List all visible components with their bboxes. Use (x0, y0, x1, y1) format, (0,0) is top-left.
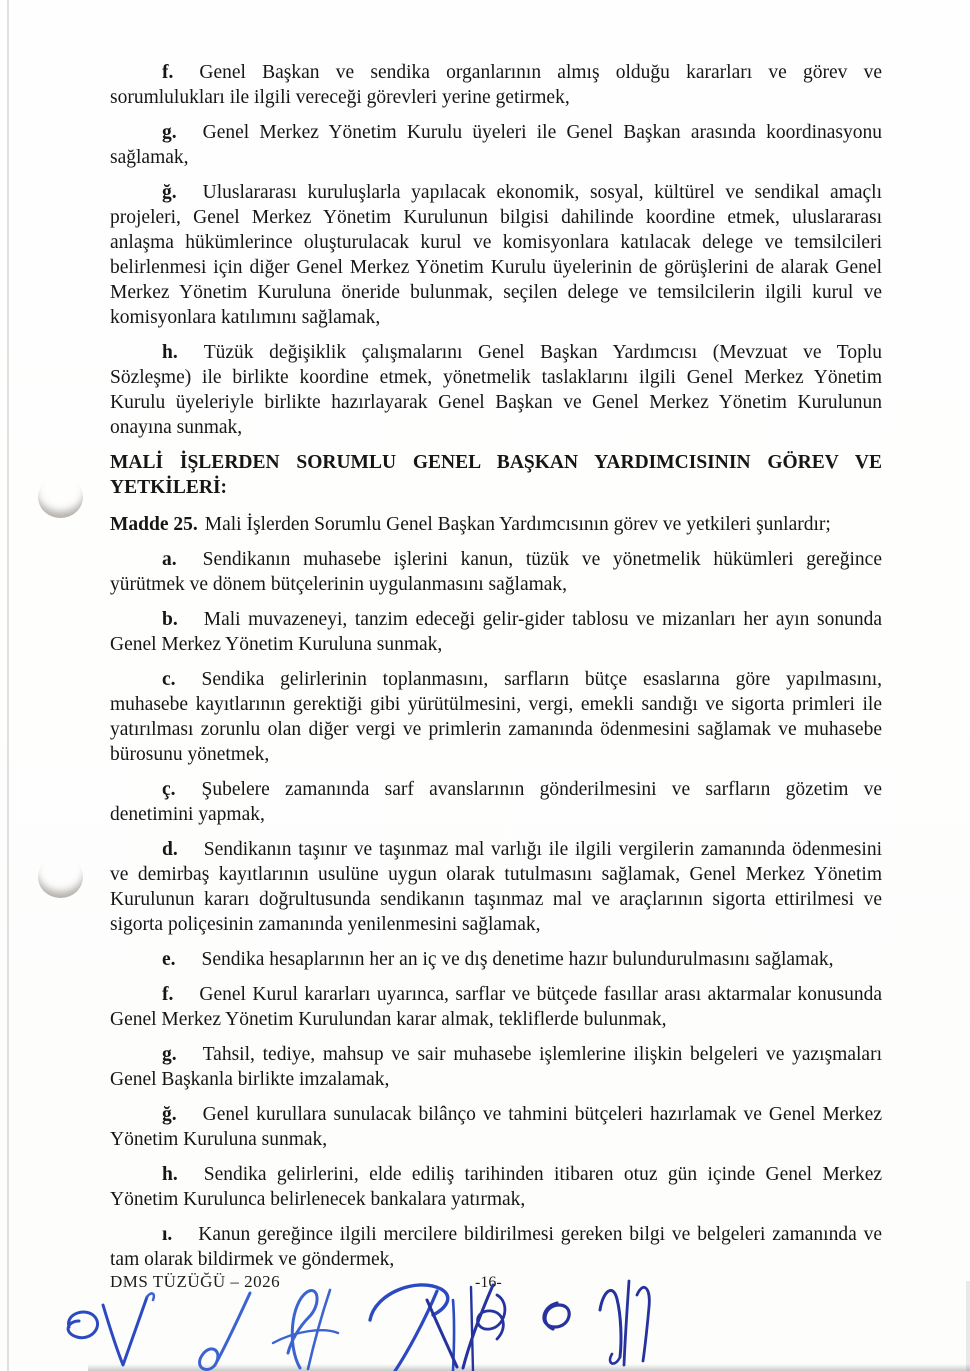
footer-doc-reference: DMS TÜZÜĞÜ – 2026 (110, 1272, 281, 1291)
signature-ink (25, 1265, 685, 1371)
clause-item (110, 1042, 882, 1092)
clause-item (110, 837, 882, 937)
clause-item (110, 60, 882, 110)
document-body (110, 60, 882, 1282)
section-heading: YETKİLERİ: (110, 477, 228, 498)
scan-edge-artifact (966, 1281, 970, 1371)
clause-label: b. (162, 609, 178, 630)
clause-text: Genel kurullara sunulacak bilânço ve tahmini bütçeleri hazırlamak ve Genel Merkez Yönetim Kuruluna sunmak, (110, 1104, 882, 1150)
clause-label: g. (162, 1044, 177, 1065)
clause-text: Tahsil, tediye, mahsup ve sair muhasebe işlemlerine ilişkin belgeleri ve yazışmaları Genel Başkanla birlikte imzalamak, (110, 1044, 882, 1090)
hole-punch (38, 856, 83, 898)
clause-text: Genel Kurul kararları uyarınca, sarflar ve bütçede fasıllar arası aktarmalar konusunda Genel Merkez Yönetim Kurulundan karar almak, tekliflerde bulunmak, (110, 984, 882, 1030)
clause-text: Şubelere zamanında sarf avanslarının gönderilmesini ve sarfların gözetim ve denetimini yapmak, (110, 779, 882, 825)
scan-edge-artifact (7, 0, 9, 1371)
clause-item (110, 947, 882, 972)
clause-text: Sendika gelirlerinin toplanmasını, sarfların bütçe esaslarına göre yapılmasını, muhasebe kayıtlarının gerektiği gibi yürütülmesini, vergi, emekli sandığı ve sigorta primleri ile yatırılması zorunlu olan diğer vergi ve primlerin zamanında ödenmesini sağlamak ve muhasebe bürosunu yönetmek, (110, 669, 882, 765)
clause-item (110, 120, 882, 170)
clause-text: Sendika gelirlerini, elde ediliş tarihinden itibaren otuz gün içinde Genel Merkez Yönetim Kurulunca belirlenecek bankalara yatırmak, (110, 1164, 882, 1210)
clause-label: h. (162, 1164, 178, 1185)
clause-item (110, 777, 882, 827)
clause-item (110, 340, 882, 440)
clause-item (110, 667, 882, 767)
clause-label: g. (162, 122, 177, 143)
clause-text: Sendikanın muhasebe işlerini kanun, tüzük ve yönetmelik hükümleri gereğince yürütmek ve dönem bütçelerinin uygulanmasını sağlamak, (110, 549, 882, 595)
hole-punch (38, 476, 83, 518)
article-text: Mali İşlerden Sorumlu Genel Başkan Yardımcısının görev ve yetkileri şunlardır; (204, 514, 831, 535)
clause-text: Uluslararası kuruluşlarla yapılacak ekonomik, sosyal, kültürel ve sendikal amaçlı projeleri, Genel Merkez Yönetim Kurulunun bilgisi dahilinde koordine etmek, uluslararası anlaşma hükümlerince oluşturulacak kurul ve komisyonlara katılacak delege ve temsilcileri belirlenmesi için diğer Genel Merkez Yönetim Kurulu üyelerinin de görüşlerini de alarak Genel Merkez Yönetim Kuruluna öneride bulunmak, seçilen delege ve temsilcilerin ilgili kurul ve komisyonlara katılımını sağlamak, (110, 182, 882, 328)
clause-item (110, 982, 882, 1032)
clause-text: Genel Merkez Yönetim Kurulu üyeleri ile Genel Başkan arasında koordinasyonu sağlamak, (110, 122, 882, 168)
clause-label: f. (162, 984, 174, 1005)
clause-item (110, 180, 882, 330)
clause-label: ğ. (162, 182, 177, 203)
clause-text: Mali muvazeneyi, tanzim edeceği gelir-gider tablosu ve mizanları her ayın sonunda Genel Merkez Yönetim Kuruluna sunmak, (110, 609, 882, 655)
clause-label: f. (162, 62, 174, 83)
page-number: -16- (475, 1274, 502, 1291)
clause-label: c. (162, 669, 176, 690)
clause-text: Kanun gereğince ilgili mercilere bildirilmesi gereken bilgi ve belgeleri zamanında ve tam olarak bildirmek ve göndermek, (110, 1224, 882, 1270)
section-heading: MALİ İŞLERDEN SORUMLU GENEL BAŞKAN YARDIMCISININ GÖREV VE (110, 452, 882, 473)
clause-label: d. (162, 839, 178, 860)
clause-item (110, 547, 882, 597)
clause-text: Tüzük değişiklik çalışmalarını Genel Başkan Yardımcısı (Mevzuat ve Toplu Sözleşme) ile birlikte koordine etmek, yönetmelik taslaklarını ilgili Genel Merkez Yönetim Kurulu üyeleriyle birlikte hazırlayarak Genel Başkan ve Genel Merkez Yönetim Kurulunun onayına sunmak, (110, 342, 882, 438)
clause-label: a. (162, 549, 177, 570)
clause-label: ğ. (162, 1104, 177, 1125)
clause-text: Sendikanın taşınır ve taşınmaz mal varlığı ile ilgili vergilerin zamanında ödenmesini ve demirbaş kayıtlarının usulüne uygun olarak tutulmasını sağlamak, Genel Merkez Yönetim Kurulunun kararı doğrultusunda sendikanın taşınmaz mal ve araçlarının sigorta ettirilmesi ve sigorta poliçesinin zamanında yenilenmesini sağlamak, (110, 839, 882, 935)
clause-label: e. (162, 949, 176, 970)
article-intro (110, 512, 882, 537)
clause-item (110, 1162, 882, 1212)
clause-item (110, 607, 882, 657)
clause-label: ç. (162, 779, 176, 800)
clause-label: ı. (162, 1224, 173, 1245)
clause-item (110, 1102, 882, 1152)
clause-text: Genel Başkan ve sendika organlarının almış olduğu kararları ve görev ve sorumlulukları ile ilgili vereceği görevleri yerine getirmek, (110, 62, 882, 108)
clause-label: h. (162, 342, 178, 363)
clause-text: Sendika hesaplarının her an iç ve dış denetime hazır bulundurulmasını sağlamak, (201, 949, 834, 970)
article-number: Madde 25. (110, 514, 198, 535)
